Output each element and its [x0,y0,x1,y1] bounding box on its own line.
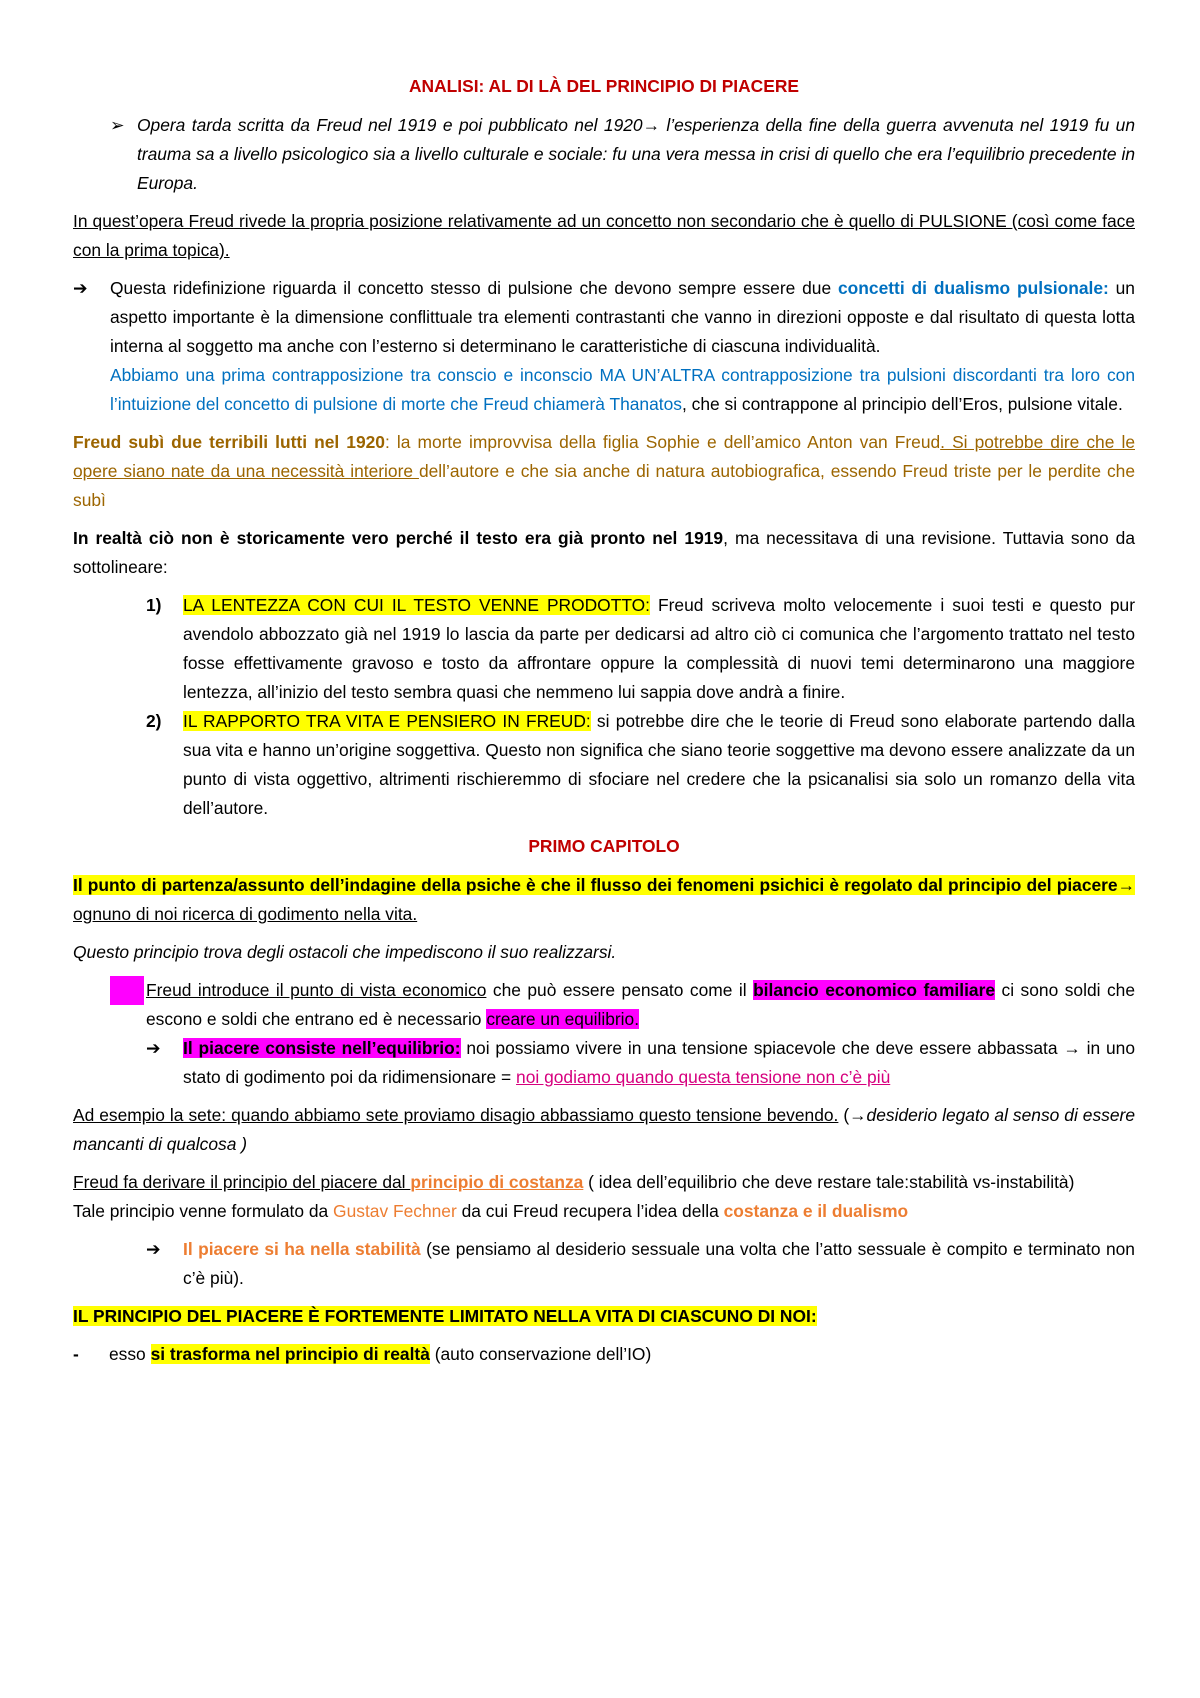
dualismo-orange: costanza e il dualismo [723,1201,909,1221]
document-title: ANALISI: AL DI LÀ DEL PRINCIPIO DI PIACERE [408,76,800,96]
dualismo-text-c: un aspetto importante è la dimensione conflittuale tra elementi contrastanti che vanno in direzioni opposte e dal risultato di questa lotta interna al soggetto ma anche con l’esterno si determinano le caratteristiche di ciascuna individualità. [110,278,1135,356]
lutti-underlined: . Si potrebbe dire che le opere siano nate da una necessità interiore [73,432,1135,481]
economico-text-d: ci sono soldi che escono e soldi che entrano ed è necessario [146,980,1135,1029]
paragraph-dualismo [73,274,1135,419]
dash-item-economico [73,976,1135,1034]
right-arrow-icon: → [849,1105,867,1125]
last-bullet-item [73,1340,1135,1369]
lutti-heading: Freud subì due terribili lutti nel 1920 [73,432,385,452]
paragraph-ostacoli: Questo principio trova degli ostacoli che impediscono il suo realizzarsi. [73,942,617,962]
sete-text: Ad esempio la sete: quando abbiamo sete proviamo disagio abbassiamo questo tensione bevendo. [73,1105,839,1125]
paragraph-pulsione: In quest’opera Freud rivede la propria posizione relativamente ad un concetto non secondario che è quello di PULSIONE (così come face con la prima topica). [73,211,1135,260]
lutti-text: : la morte improvvisa della figlia Sophie e dell’amico Anton van Freud [384,432,941,452]
right-arrow-icon: → [1063,1038,1081,1058]
thanatos-text: Abbiamo una prima contrapposizione tra conscio e inconscio MA UN’ALTRA contrapposizione tra pulsioni discordanti tra loro con l’intuizione del concetto di pulsione di morte che Freud chiamerà Thanatos [110,365,1135,414]
right-arrow-icon: ➔ [146,1038,161,1058]
eros-text: , che si contrappone al principio dell’Eros, pulsione vitale. [681,394,1123,414]
paragraph-realta [73,524,1135,582]
economico-text-b: che può essere pensato come il [486,980,754,1000]
list-item [73,707,1135,823]
dualismo-text-a: Questa ridefinizione riguarda il concetto stesso di pulsione che devono sempre essere due [110,278,838,298]
fechner-text-b: da cui Freud recupera l’idea della [456,1201,724,1221]
right-arrow-icon: → [642,115,660,135]
stabilita-text: (se pensiamo al desiderio sessuale una volta che l’atto sessuale è compito e terminato non c’è più). [183,1239,1135,1288]
arrow-bullet-icon: ➢ [110,115,125,135]
dualismo-highlight: concetti di dualismo pulsionale: [838,278,1109,298]
dash-marker: - [110,976,144,1005]
dash-marker: - [73,1344,79,1364]
intro-text: Opera tarda scritta da Freud nel 1919 e poi pubblicato nel 1920 [137,115,643,135]
list-item-body: si potrebbe dire che le teorie di Freud sono elaborate partendo dalla sua vita e hanno un’origine soggettiva. Questo non significa che siano teorie soggettive ma devono essere analizzate da un punto di vista oggettivo, altrimenti rischieremmo di sfociare nel credere che la psicanalisi sia solo un romanzo della vita dell’autore. [183,711,1136,818]
intro-text-2: l’esperienza della fine della guerra avvenuta nel 1919 fu un trauma sa a livello psicologico sia a livello culturale e sociale: fu una vera messa in crisi di quello che era l’equilibrio precedente in Europa. [137,115,1135,193]
intro-paragraph [73,111,1135,198]
realta-text: , ma necessitava di una revisione. Tuttavia sono da sottolineare: [73,528,1136,577]
piacere-highlight: Il piacere consiste nell’equilibrio: [183,1038,461,1058]
economico-text: Freud introduce il punto di vista economico [146,980,487,1000]
sub-item-equilibrio [73,1034,1135,1092]
list-number: 1) [146,595,162,615]
paragraph-lutti [73,428,1135,515]
paragraph-costanza [73,1168,1135,1226]
last-text-a: esso [109,1344,151,1364]
fechner-name: Gustav Fechner [333,1201,457,1221]
sub-item-stabilita [73,1235,1135,1293]
costanza-text-c: ( idea dell’equilibrio che deve restare tale:stabilità vs-instabilità) [583,1172,1075,1192]
chapter-heading: PRIMO CAPITOLO [528,836,680,856]
sete-paren: ( [838,1105,850,1125]
desiderio-text: desiderio legato al senso di essere mancanti di qualcosa ) [73,1105,1136,1154]
right-arrow-icon: → [1117,875,1135,895]
list-item-heading: LA LENTEZZA CON CUI IL TESTO VENNE PRODOTTO: [183,595,651,615]
list-number: 2) [146,711,162,731]
costanza-text-a: Freud fa derivare il principio del piacere dal [73,1172,411,1192]
last-text-c: (auto conservazione dell’IO) [429,1344,652,1364]
list-item-body: Freud scriveva molto velocemente i suoi testi e questo pur avendolo abbozzato già nel 1919 lo lascia da parte per dedicarsi ad altro ciò ci comunica che l’argomento trattato nel testo fosse effettivamente gravoso e tosto da affrontare oppure la complessità di nuovi temi determinarono una maggiore lentezza, all’inizio del testo sembra quasi che nemmeno lui sappia dove andrà a finire. [183,595,1136,702]
costanza-highlight: principio di costanza [410,1172,584,1192]
paragraph-principio [73,871,1135,929]
limitato-highlight: IL PRINCIPIO DEL PIACERE È FORTEMENTE LIMITATO NELLA VITA DI CIASCUNO DI NOI: [73,1306,817,1326]
right-arrow-icon: ➔ [73,278,88,298]
paragraph-limitato [73,1302,1135,1331]
lutti-text-end: dell’autore e che sia anche di natura autobiografica, essendo Freud triste per le perdite che subì [73,461,1135,510]
equilibrio-highlight: creare un equilibrio. [486,1009,640,1029]
list-item [73,591,1135,707]
realta-highlight: si trasforma nel principio di realtà [150,1344,430,1364]
piacere-text: noi possiamo vivere in una tensione spiacevole che deve essere abbassata [460,1038,1064,1058]
principio-highlight: Il punto di partenza/assunto dell’indagine della psiche è che il flusso dei fenomeni psichici è regolato dal principio del piacere [73,875,1118,895]
paragraph-sete [73,1101,1135,1159]
godiamo-text: noi godiamo quando questa tensione non c’è più [516,1067,891,1087]
piacere-text-c: in uno stato di godimento poi da ridimensionare = [183,1038,1136,1087]
fechner-text-a: Tale principio venne formulato da [73,1201,334,1221]
bilancio-highlight: bilancio economico familiare [753,980,996,1000]
list-item-heading: IL RAPPORTO TRA VITA E PENSIERO IN FREUD: [183,711,591,731]
principio-text: ognuno di noi ricerca di godimento nella vita. [73,904,418,924]
document-page [73,72,1135,1369]
right-arrow-icon: ➔ [146,1239,161,1259]
stabilita-highlight: Il piacere si ha nella stabilità [183,1239,421,1259]
realta-bold: In realtà ciò non è storicamente vero perché il testo era già pronto nel 1919 [73,528,724,548]
